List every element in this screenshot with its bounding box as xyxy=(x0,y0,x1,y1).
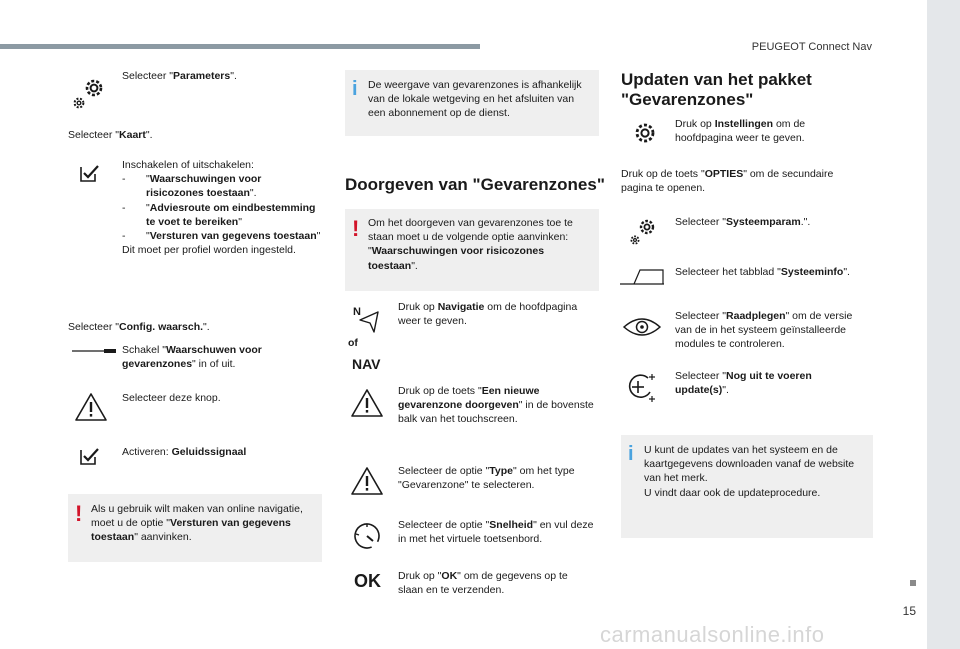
ok-key-label: OK xyxy=(354,571,381,591)
exclamation-icon: ! xyxy=(352,216,360,241)
checkbox-icon xyxy=(79,446,101,466)
toggle-options xyxy=(122,158,322,257)
step-type: Selecteer de optie "Type" om het type "Gevarenzone" te selecteren. xyxy=(398,465,575,492)
section-title-updaten: Updaten van het pakket "Gevarenzones" xyxy=(621,70,812,109)
warning-triangle-icon xyxy=(350,388,384,418)
info-icon: i xyxy=(628,443,634,465)
checkbox-icon xyxy=(79,163,101,183)
step-nog-uit-te-voeren: Selecteer "Nog uit te voeren update(s)". xyxy=(675,370,812,397)
step-activeren: Activeren: Geluidssignaal xyxy=(122,446,247,458)
warning-triangle-icon xyxy=(74,392,108,422)
nav-key-label: NAV xyxy=(352,356,381,372)
toggle-item: - "Adviesroute om eindbestemming te voet te bereiken" xyxy=(122,201,316,228)
tab-shape-icon xyxy=(620,268,664,286)
gears-icon xyxy=(70,72,110,112)
update-refresh-icon xyxy=(624,370,660,404)
exclamation-icon: ! xyxy=(75,501,83,526)
toggle-item: - "Waarschuwingen voor risicozones toestaan". xyxy=(122,173,262,200)
info-box-text: De weergave van gevarenzones is afhankelijk van de lokale wetgeving en het afsluiten van een abonnement op de dienst. xyxy=(368,79,582,120)
watermark: carmanualsonline.info xyxy=(600,622,825,647)
step-navigatie: Druk op Navigatie om de hoofdpagina weer te geven. xyxy=(398,301,578,328)
warning-triangle-icon xyxy=(350,466,384,496)
end-of-section-mark xyxy=(910,580,916,586)
step-systeeminfo: Selecteer het tabblad "Systeeminfo". xyxy=(675,266,850,278)
info-icon: i xyxy=(352,78,358,100)
page-number: 15 xyxy=(902,604,916,618)
header-rule xyxy=(0,44,480,49)
step-knop: Selecteer deze knop. xyxy=(122,392,221,404)
toggle-item: - "Versturen van gegevens toestaan" xyxy=(122,229,321,242)
step-raadplegen: Selecteer "Raadplegen" om de versie van de in het systeem geïnstalleerde modules te controleren. xyxy=(675,310,853,351)
step-schakel: Schakel "Waarschuwen voor gevarenzones" in of uit. xyxy=(122,344,262,371)
toggle-intro: Inschakelen of uitschakelen: xyxy=(122,159,254,171)
step-snelheid: Selecteer de optie "Snelheid" en vul deze in met het virtuele toetsenbord. xyxy=(398,519,594,546)
speedometer-icon xyxy=(352,521,382,551)
step-instellingen: Druk op Instellingen om de hoofdpagina weer te geven. xyxy=(675,118,806,145)
step-nieuwe-gevarenzone: Druk op de toets "Een nieuwe gevarenzone doorgeven" in de bovenste balk van het touchscreen. xyxy=(398,385,594,426)
warning-box-text: Als u gebruik wilt maken van online navigatie, moet u de optie "Versturen van gegevens toestaan" aanvinken. xyxy=(91,503,303,544)
settings-gear-icon xyxy=(632,120,658,146)
step-systeemparam: Selecteer "Systeemparam.". xyxy=(675,216,811,228)
navigation-arrow-icon xyxy=(352,304,382,334)
step-parameters: Selecteer "Parameters". xyxy=(122,70,237,82)
step-ok: Druk op "OK" om de gegevens op te slaan en te verzenden. xyxy=(398,570,568,597)
step-opties: Druk op de toets "OPTIES" om de secundaire pagina te openen. xyxy=(621,168,834,195)
header-label: PEUGEOT Connect Nav xyxy=(751,41,872,53)
section-title-doorgeven: Doorgeven van "Gevarenzones" xyxy=(345,175,605,194)
gears-icon xyxy=(628,215,660,247)
or-label: of xyxy=(348,337,358,349)
step-kaart: Selecteer "Kaart". xyxy=(68,129,153,141)
warning-box-text: Om het doorgeven van gevarenzones toe te staan moet u de volgende optie aanvinken: "Waarschuwingen voor risicozones toestaan". xyxy=(368,217,573,272)
eye-icon xyxy=(622,315,662,339)
profile-note: Dit moet per profiel worden ingesteld. xyxy=(122,244,296,257)
toggle-line-icon xyxy=(72,346,116,356)
info-box-text: U kunt de updates van het systeem en de kaartgegevens downloaden vanaf de website van het merk. U vindt daar ook de updateprocedure. xyxy=(644,444,855,499)
step-config: Selecteer "Config. waarsch.". xyxy=(68,321,210,333)
svg-text:N: N xyxy=(353,306,361,318)
page-edge-tab xyxy=(927,0,960,649)
